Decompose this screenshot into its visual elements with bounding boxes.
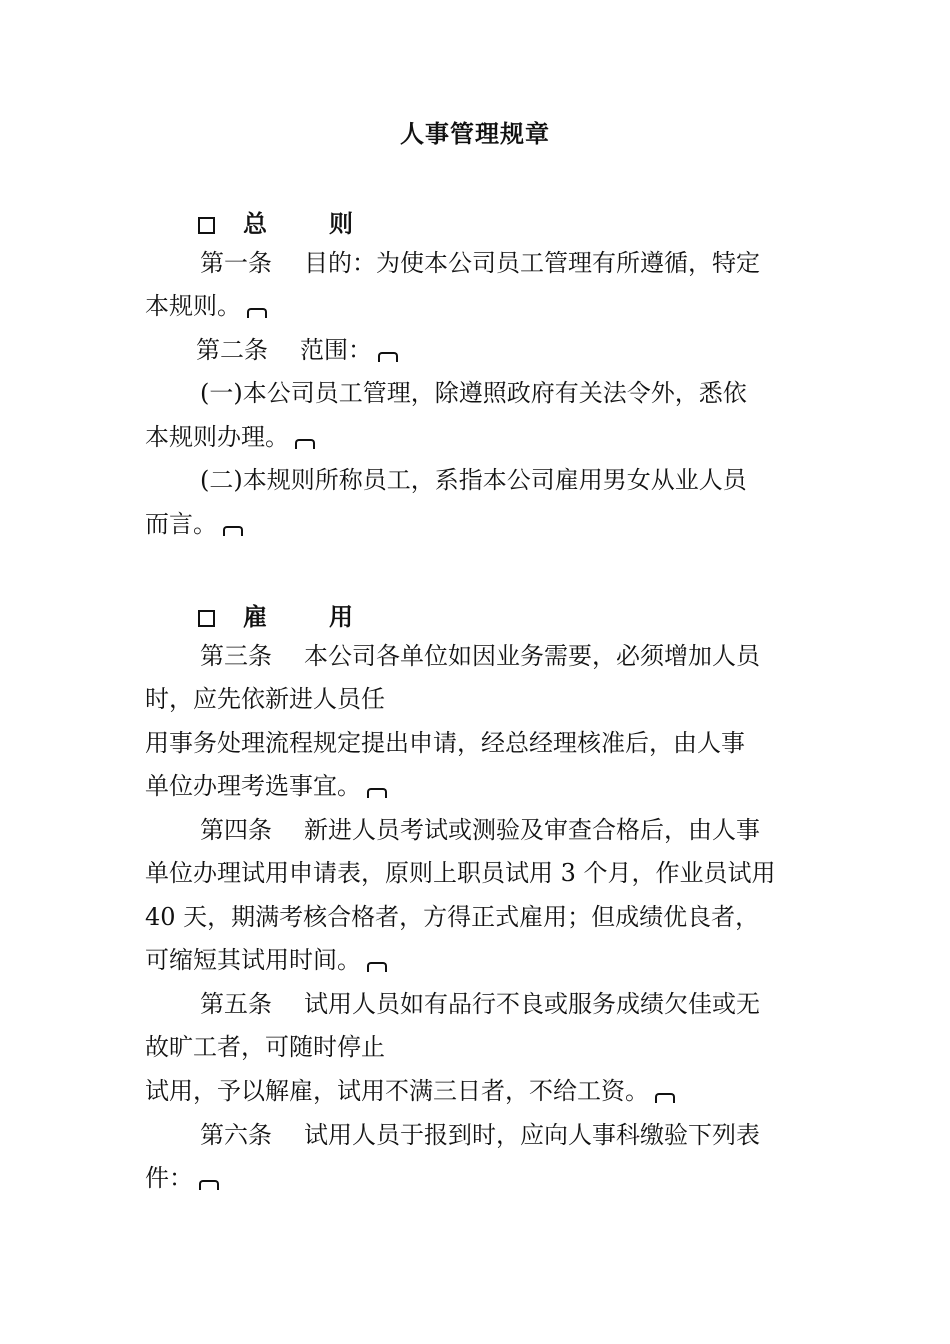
paragraph-mark-icon [223, 526, 243, 536]
paragraph-mark-icon [655, 1093, 675, 1103]
paragraph-mark-icon [378, 352, 398, 362]
paragraph-mark-icon [199, 1180, 219, 1190]
article-4-line-3: 40 天，期满考核合格者，方得正式雇用；但成绩优良者， [145, 903, 760, 931]
item-2-cont: 而言。 [145, 509, 243, 539]
item-2-line: (二)本规则所称员工，系指本公司雇用男女从业人员 [200, 466, 747, 494]
checkbox-icon [198, 610, 215, 627]
article-4-line-4: 可缩短其试用时间。 [145, 945, 387, 975]
document-title: 人事管理规章 [400, 120, 550, 148]
article-5-line: 第五条 试用人员如有品行不良或服务成绩欠佳或无 [200, 990, 760, 1018]
paragraph-mark-icon [367, 788, 387, 798]
article-5-line-3: 试用，予以解雇，试用不满三日者，不给工资。 [145, 1076, 675, 1106]
item-1-line: (一)本公司员工管理，除遵照政府有关法令外，悉依 [200, 379, 747, 407]
article-6-line-2: 件： [145, 1163, 219, 1193]
article-4-line: 第四条 新进人员考试或测验及审查合格后，由人事 [200, 816, 760, 844]
paragraph-mark-icon [367, 962, 387, 972]
article-2-line: 第二条 范围： [196, 335, 398, 365]
paragraph-mark-icon [295, 439, 315, 449]
section-heading-employment: 雇 用 [198, 597, 353, 632]
article-3-line-4: 单位办理考选事宜。 [145, 771, 387, 801]
section-heading-general: 总 则 [198, 204, 353, 239]
article-3-line-3: 用事务处理流程规定提出申请，经总经理核准后，由人事 [145, 729, 745, 757]
article-6-line: 第六条 试用人员于报到时，应向人事科缴验下列表 [200, 1121, 760, 1149]
checkbox-icon [198, 217, 215, 234]
article-1-line: 第一条 目的：为使本公司员工管理有所遵循，特定 [200, 249, 760, 277]
paragraph-mark-icon [247, 308, 267, 318]
article-1-cont: 本规则。 [145, 291, 267, 321]
article-3-line: 第三条 本公司各单位如因业务需要，必须增加人员 [200, 642, 760, 670]
item-1-cont: 本规则办理。 [145, 422, 315, 452]
article-4-line-2: 单位办理试用申请表，原则上职员试用 3 个月，作业员试用 [145, 859, 776, 887]
article-3-line-2: 时，应先依新进人员任 [145, 685, 385, 713]
article-5-line-2: 故旷工者，可随时停止 [145, 1033, 385, 1061]
